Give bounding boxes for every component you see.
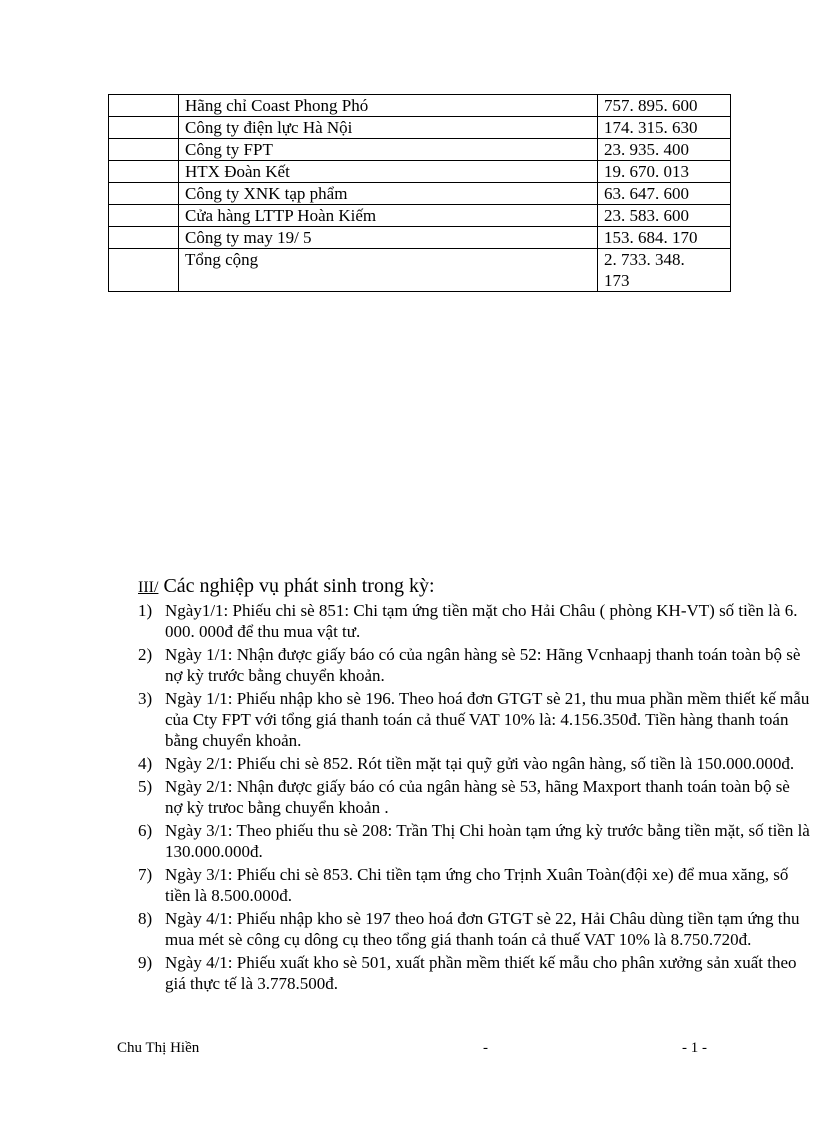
table-row [109, 183, 731, 205]
amount: 174. 315. 630 [598, 117, 731, 139]
transaction-list [138, 600, 810, 996]
section-numeral: III/ [138, 579, 159, 596]
amount: 23. 583. 600 [598, 205, 731, 227]
total-amount: 2. 733. 348. 173 [598, 249, 731, 292]
company-name: Cửa hàng LTTP Hoàn Kiếm [179, 205, 598, 227]
footer-separator: - [483, 1040, 488, 1056]
list-item: 8) Ngày 4/1: Phiếu nhập kho sè 197 theo hoá đơn GTGT sè 22, Hải Châu dùng tiền tạm ứng thu mua mét sè công cụ dông cụ theo tổng giá thanh toán cả thuế VAT 10% là 8.750.720đ. [138, 909, 800, 949]
list-item: 1) Ngày1/1: Phiếu chi sè 851: Chi tạm ứng tiền mặt cho Hải Châu ( phòng KH-VT) số tiền là 6. 000. 000đ để thu mua vật tư. [138, 601, 798, 641]
company-name: HTX Đoàn Kết [179, 161, 598, 183]
balance-table [108, 94, 731, 292]
section-heading [138, 574, 435, 600]
company-name: Hãng chỉ Coast Phong Phó [179, 95, 598, 117]
list-item: 9) Ngày 4/1: Phiếu xuất kho sè 501, xuất phần mềm thiết kế mẫu cho phân xưởng sản xuất theo giá thực tế là 3.778.500đ. [138, 953, 797, 993]
company-name: Công ty FPT [179, 139, 598, 161]
list-item: 6) Ngày 3/1: Theo phiếu thu sè 208: Trần Thị Chi hoàn tạm ứng kỳ trước bằng tiền mặt, số tiền là 130.000.000đ. [138, 821, 810, 861]
amount: 757. 895. 600 [598, 95, 731, 117]
section-title-text: Các nghiệp vụ phát sinh trong kỳ: [158, 575, 435, 597]
list-item: 7) Ngày 3/1: Phiếu chi sè 853. Chi tiền tạm ứng cho Trịnh Xuân Toàn(đội xe) để mua xăng, số tiền là 8.500.000đ. [138, 865, 789, 905]
page-number: - 1 - [682, 1040, 707, 1056]
table-row [109, 205, 731, 227]
list-item: 3) Ngày 1/1: Phiếu nhập kho sè 196. Theo hoá đơn GTGT sè 21, thu mua phần mềm thiết kế mẫu của Cty FPT với tổng giá thanh toán cả thuế VAT 10% là: 4.156.350đ. Tiền hàng thanh toán bằng chuyển khoản. [138, 689, 810, 750]
table-row [109, 139, 731, 161]
table-row [109, 227, 731, 249]
footer-author: Chu Thị Hiền [117, 1040, 200, 1056]
table-row [109, 161, 731, 183]
amount: 153. 684. 170 [598, 227, 731, 249]
amount: 63. 647. 600 [598, 183, 731, 205]
company-name: Công ty điện lực Hà Nội [179, 117, 598, 139]
amount: 23. 935. 400 [598, 139, 731, 161]
total-label: Tổng cộng [179, 249, 598, 292]
table-row [109, 117, 731, 139]
company-name: Công ty XNK tạp phẩm [179, 183, 598, 205]
company-name: Công ty may 19/ 5 [179, 227, 598, 249]
list-item: 5) Ngày 2/1: Nhận được giấy báo có của ngân hàng sè 53, hãng Maxport thanh toán toàn bộ sè nợ kỳ trưoc bằng chuyển khoản . [138, 777, 790, 817]
amount: 19. 670. 013 [598, 161, 731, 183]
table-row [109, 95, 731, 117]
total-row [109, 249, 731, 292]
list-item: 2) Ngày 1/1: Nhận được giấy báo có của ngân hàng sè 52: Hãng Vcnhaapj thanh toán toàn bộ sè nợ kỳ trước bằng chuyển khoản. [138, 645, 801, 685]
list-item: 4) Ngày 2/1: Phiếu chi sè 852. Rót tiền mặt tại quỹ gửi vào ngân hàng, số tiền là 150.000.000đ. [138, 754, 795, 773]
